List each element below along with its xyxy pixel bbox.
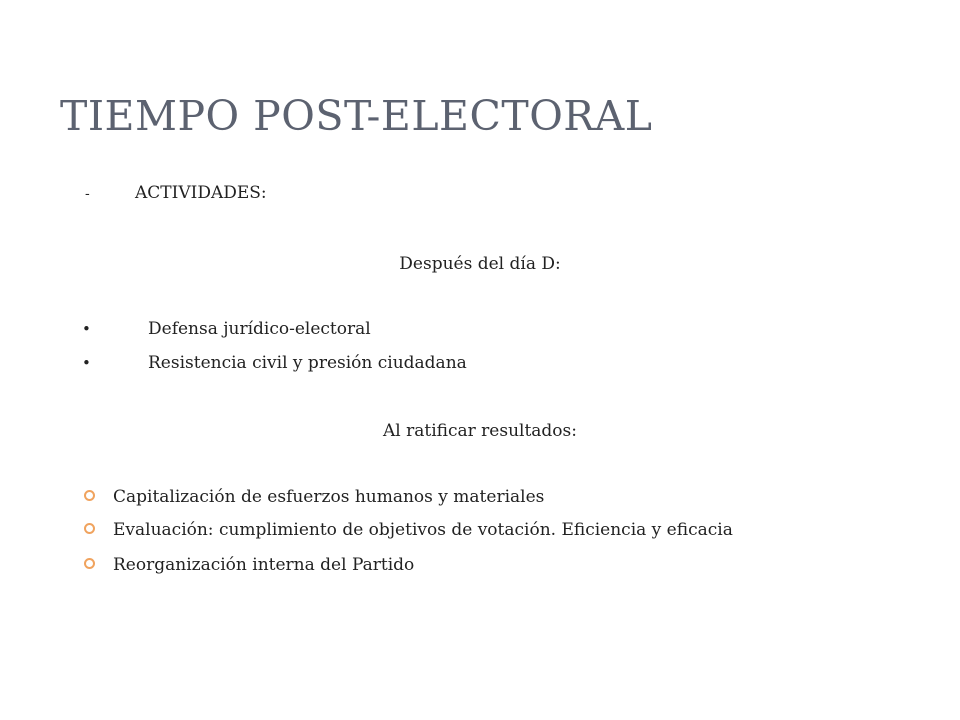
ring-bullet-icon: [84, 523, 95, 534]
slide-title: TIEMPO POST-ELECTORAL: [60, 92, 653, 140]
list-item: [80, 353, 467, 373]
ratify-heading: Al ratificar resultados:: [382, 421, 577, 441]
list-item-text: Capitalización de esfuerzos humanos y materiales: [113, 487, 545, 507]
after-day-heading: Después del día D:: [399, 254, 561, 274]
list-item-text: Resistencia civil y presión ciudadana: [148, 353, 467, 373]
list-item-text: Reorganización interna del Partido: [113, 555, 415, 575]
list-item-text: Defensa jurídico-electoral: [148, 319, 371, 339]
list-item: [84, 520, 733, 540]
dash-marker: -: [85, 186, 90, 202]
bullet-dot-icon: •: [82, 354, 91, 372]
list-item: [84, 555, 414, 575]
bullet-dot-icon: •: [82, 320, 91, 338]
list-item-text: Evaluación: cumplimiento de objetivos de votación. Eficiencia y eficacia: [113, 520, 733, 540]
ring-bullet-icon: [84, 558, 95, 569]
activities-line: [85, 183, 267, 203]
activities-label: ACTIVIDADES:: [135, 183, 267, 203]
list-item: [80, 319, 371, 339]
ring-bullet-icon: [84, 490, 95, 501]
list-item: [84, 487, 544, 507]
